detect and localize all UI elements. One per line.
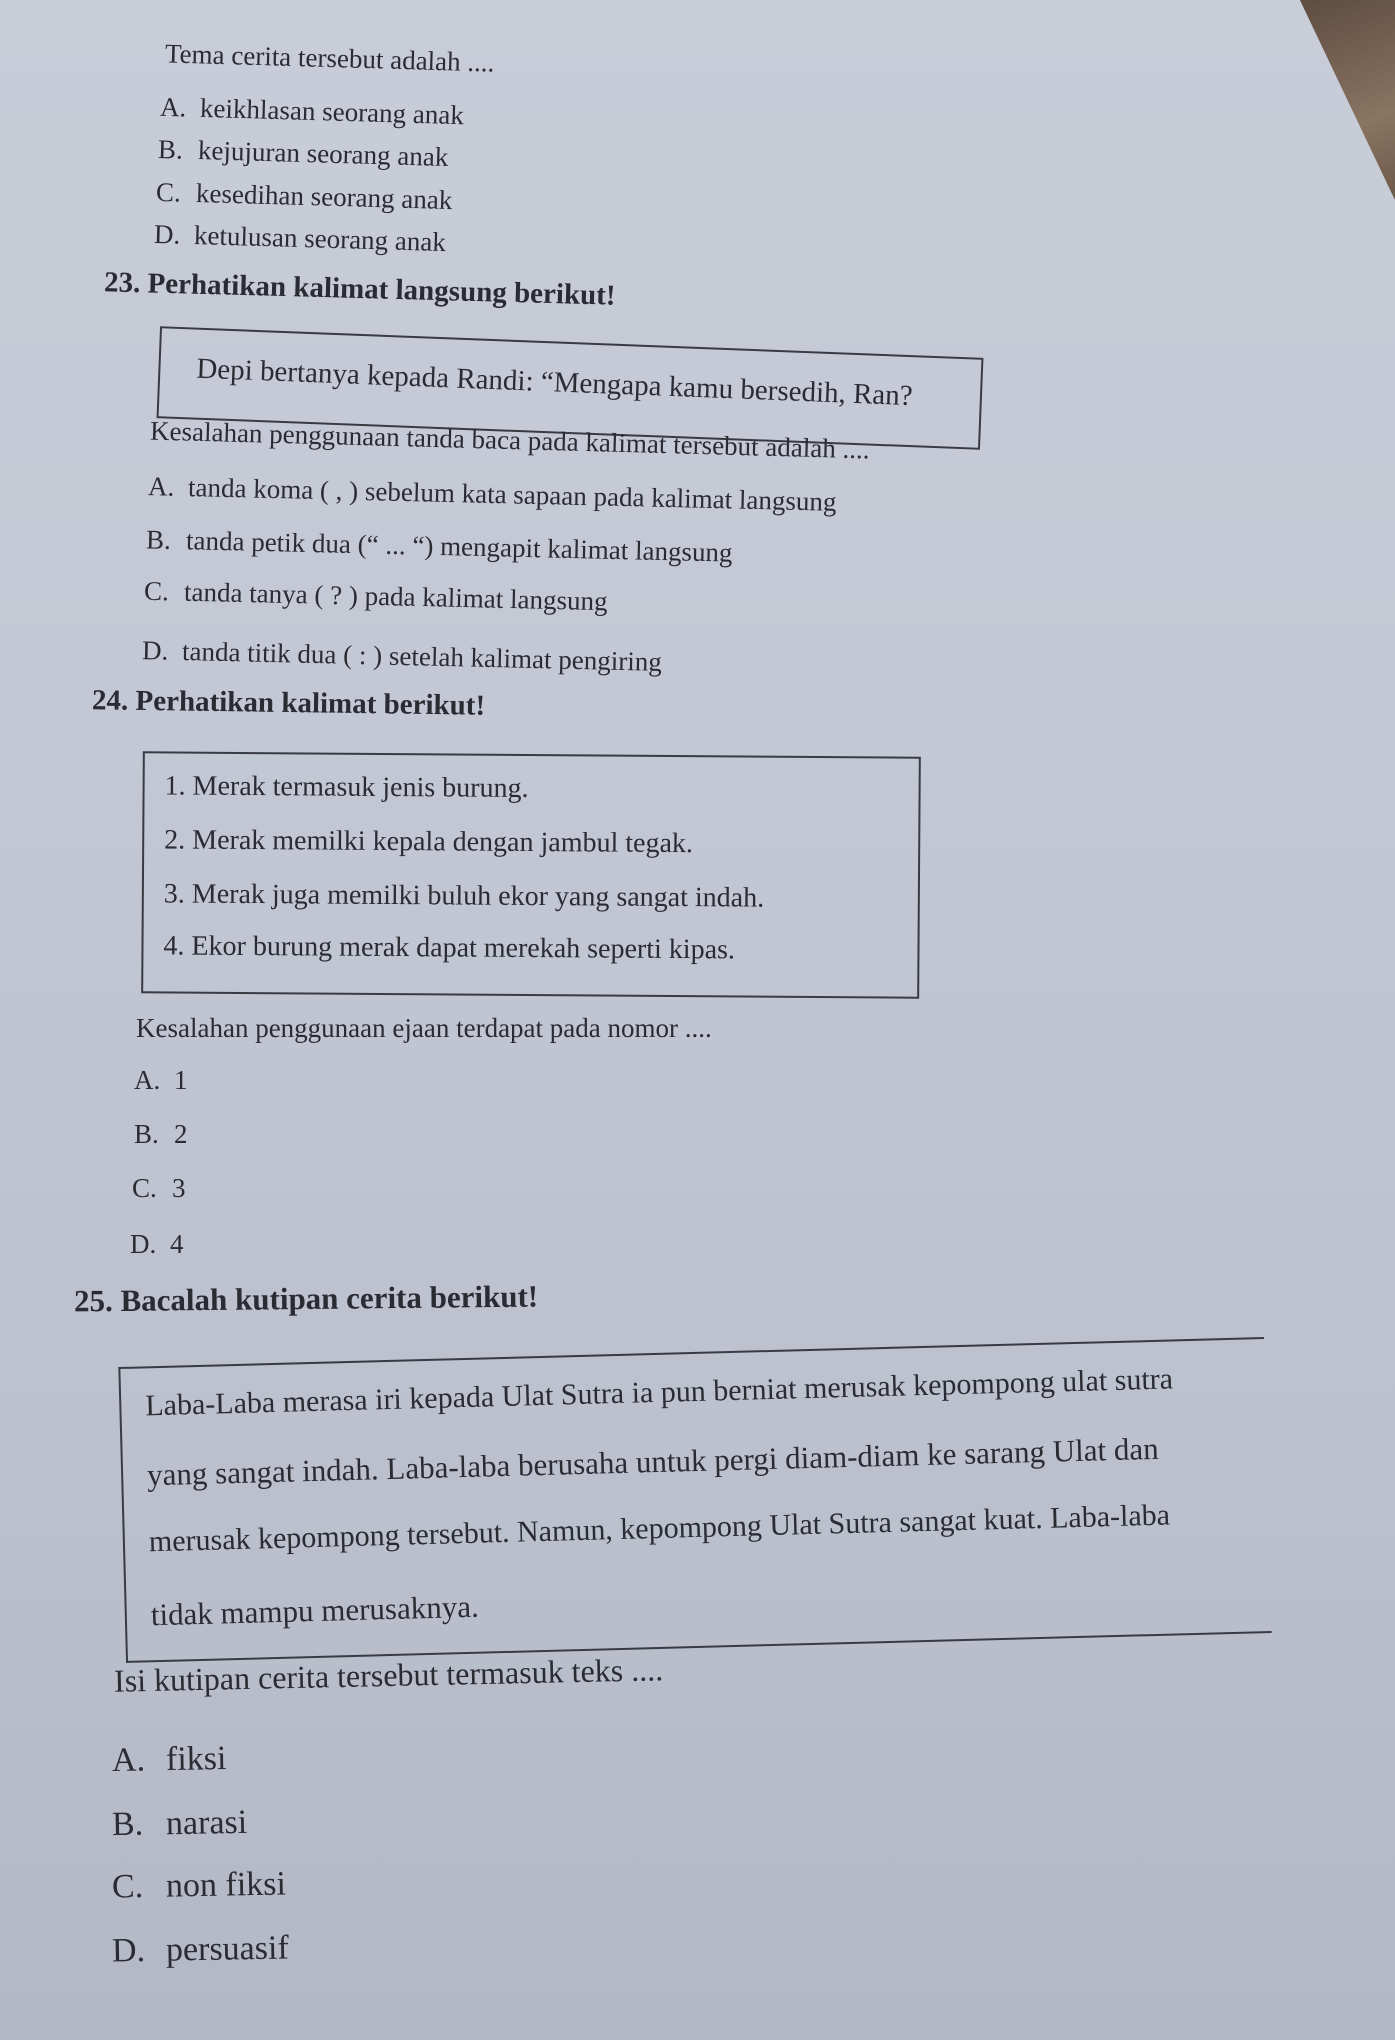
q25-option-c	[112, 1864, 287, 1908]
q25-story-line-4: tidak mampu merusaknya.	[150, 1588, 480, 1633]
q24-heading: 24. Perhatikan kalimat berikut!	[91, 684, 486, 722]
q24-option-d-text: 4	[170, 1229, 184, 1259]
q24-option-a-letter: A.	[134, 1065, 161, 1095]
q25-story-line-2: yang sangat indah. Laba-laba berusaha untuk pergi diam-diam ke sarang Ulat dan	[146, 1430, 1160, 1493]
q22-stem: Tema cerita tersebut adalah ....	[164, 38, 495, 78]
q22-option-b-letter: B.	[157, 133, 184, 165]
q22-option-b	[158, 133, 449, 173]
q24-option-b-letter: B.	[134, 1119, 159, 1149]
q25-stem: Isi kutipan cerita tersebut termasuk teks ....	[113, 1651, 664, 1699]
q23-option-c	[144, 575, 608, 618]
q23-option-b	[146, 523, 733, 569]
q24-sentence-1: 1. Merak termasuk jenis burung.	[164, 770, 529, 804]
q24-option-c	[132, 1172, 186, 1204]
q25-story-box	[118, 1337, 1271, 1663]
q24-option-d	[130, 1228, 184, 1260]
q25-option-d-letter: D.	[111, 1931, 146, 1970]
q25-option-a	[112, 1739, 227, 1782]
q23-option-a-letter: A.	[147, 471, 175, 502]
q22-option-a-text: keikhlasan seorang anak	[199, 92, 465, 131]
q24-option-a-text: 1	[174, 1065, 188, 1095]
q24-option-b	[134, 1118, 188, 1150]
q23-option-a-text: tanda koma ( , ) sebelum kata sapaan pada kalimat langsung	[187, 472, 837, 517]
q23-heading: 23. Perhatikan kalimat langsung berikut!	[103, 266, 616, 312]
q24-option-b-text: 2	[174, 1119, 188, 1149]
q23-option-b-letter: B.	[145, 524, 172, 555]
q23-option-d-text: tanda titik dua ( : ) setelah kalimat pengiring	[181, 636, 663, 677]
q25-option-a-letter: A.	[111, 1741, 146, 1779]
q22-option-a-letter: A.	[159, 91, 187, 123]
q22-option-a	[160, 91, 465, 132]
q22-option-c	[156, 176, 453, 217]
q25-option-c-text: non fiksi	[165, 1865, 287, 1905]
q22-option-d	[154, 218, 447, 259]
q25-story-line-1: Laba-Laba merasa iri kepada Ulat Sutra ia pun berniat merusak kepompong ulat sutra	[144, 1362, 1174, 1423]
q24-sentence-2: 2. Merak memilki kepala dengan jambul tegak.	[164, 824, 694, 860]
q25-option-d-text: persuasif	[165, 1929, 290, 1969]
q23-stem: Kesalahan penggunaan tanda baca pada kalimat tersebut adalah ....	[149, 415, 870, 465]
q24-sentence-4: 4. Ekor burung merak dapat merekah seperti kipas.	[163, 930, 736, 966]
q24-sentence-3: 3. Merak juga memilki buluh ekor yang sangat indah.	[163, 878, 765, 914]
q25-option-c-letter: C.	[111, 1867, 144, 1906]
q22-option-c-letter: C.	[155, 176, 182, 208]
q25-option-b	[112, 1803, 248, 1846]
q23-option-c-letter: C.	[143, 575, 170, 607]
q24-sentence-box	[141, 751, 921, 998]
q23-option-c-text: tanda tanya ( ? ) pada kalimat langsung	[183, 576, 608, 617]
q22-option-d-letter: D.	[153, 218, 181, 250]
q22-option-b-text: kejujuran seorang anak	[197, 135, 449, 173]
q24-option-c-letter: C.	[132, 1173, 157, 1203]
q22-option-d-text: ketulusan seorang anak	[193, 220, 447, 258]
q25-heading: 25. Bacalah kutipan cerita berikut!	[73, 1278, 539, 1319]
q25-option-d	[112, 1928, 289, 1972]
q23-option-d	[142, 634, 662, 678]
q24-stem: Kesalahan penggunaan ejaan terdapat pada nomor ....	[136, 1013, 712, 1043]
q24-option-d-letter: D.	[130, 1229, 157, 1259]
q24-option-a	[134, 1064, 188, 1096]
q25-option-b-text: narasi	[165, 1803, 248, 1843]
q23-option-b-text: tanda petik dua (“ ... “) mengapit kalimat langsung	[185, 525, 733, 568]
q23-option-d-letter: D.	[141, 635, 169, 666]
q25-option-a-text: fiksi	[165, 1740, 227, 1779]
q23-quote: Depi bertanya kepada Randi: “Mengapa kamu bersedih, Ran?	[195, 352, 914, 413]
q23-option-a	[148, 470, 837, 518]
q25-story-line-3: merusak kepompong tersebut. Namun, kepompong Ulat Sutra sangat kuat. Laba-laba	[148, 1498, 1171, 1559]
q22-option-c-text: kesedihan seorang anak	[195, 177, 453, 216]
q25-option-b-letter: B.	[111, 1805, 144, 1844]
q24-option-c-text: 3	[172, 1173, 186, 1203]
